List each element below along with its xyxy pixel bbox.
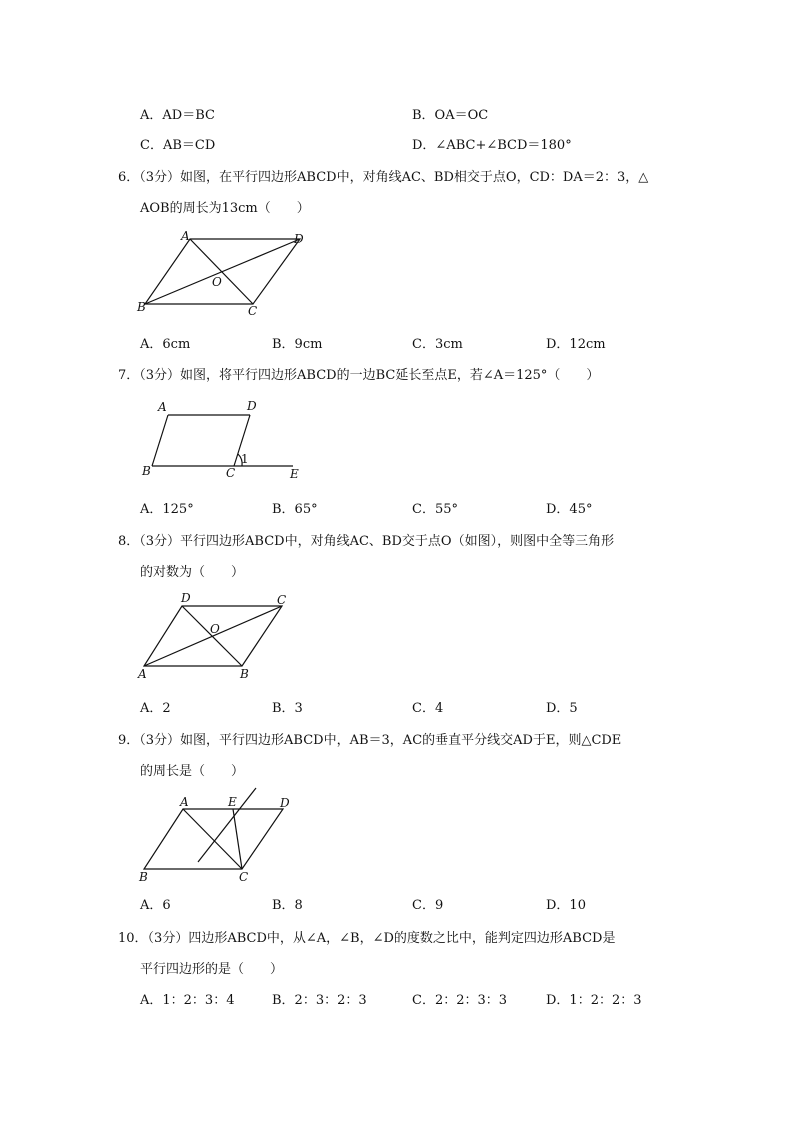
q7-label-d: D (247, 399, 257, 413)
q9-option-a: A．6 (140, 898, 171, 913)
q6-label-c: C (248, 304, 258, 318)
q10-option-b: B．2：3：2：3 (272, 993, 367, 1008)
q7-side-ba (152, 415, 168, 466)
q7-label-angle-1: 1 (241, 452, 249, 466)
q8-label-d: D (181, 591, 191, 605)
q10-option-d: D．1：2：2：3 (546, 993, 642, 1008)
q8-label-b: B (240, 667, 249, 681)
q6-stem-line1: 6．（3分）如图，在平行四边形ABCD中，对角线AC、BD相交于点O，CD：DA＝2：3，△ (118, 170, 649, 185)
q9-option-d: D．10 (546, 898, 586, 913)
q5-option-c: C．AB＝CD (140, 138, 216, 153)
q6-stem-line2: AOB的周长为13cm（ ） (140, 201, 310, 216)
q9-stem-line1: 9．（3分）如图，平行四边形ABCD中，AB＝3，AC的垂直平分线交AD于E，则△CDE (118, 733, 622, 748)
q8-option-c: C．4 (412, 701, 444, 716)
q7-figure (130, 396, 330, 490)
q8-option-b: B．3 (272, 701, 303, 716)
q6-option-d: D．12cm (546, 337, 606, 352)
q6-option-c: C．3cm (412, 337, 463, 352)
q9-option-b: B．8 (272, 898, 303, 913)
q8-diagonal-bd (182, 606, 242, 666)
q7-label-b: B (142, 464, 151, 478)
q8-option-a: A．2 (140, 701, 171, 716)
q6-label-b: B (137, 300, 146, 314)
q8-label-o: O (210, 622, 220, 636)
q6-label-a: A (181, 229, 190, 243)
q8-figure (130, 590, 330, 689)
q10-stem-line2: 平行四边形的是（ ） (140, 962, 284, 977)
q8-stem-line2: 的对数为（ ） (140, 565, 245, 580)
q9-label-a: A (180, 795, 189, 809)
q8-option-d: D．5 (546, 701, 578, 716)
q10-stem-line1: 10．（3分）四边形ABCD中，从∠A，∠B，∠D的度数之比中，能判定四边形ABCD是 (118, 931, 616, 946)
q7-stem-line1: 7．（3分）如图，将平行四边形ABCD的一边BC延长至点E，若∠A＝125°（ ） (118, 368, 600, 383)
q8-label-a: A (138, 667, 147, 681)
q9-segment-ec (233, 809, 242, 869)
q9-label-e: E (228, 795, 237, 809)
q7-option-b: B．65° (272, 502, 318, 517)
q7-label-c: C (226, 466, 236, 480)
q7-option-c: C．55° (412, 502, 458, 517)
q9-option-c: C．9 (412, 898, 444, 913)
q7-label-e: E (290, 467, 299, 481)
q9-perpendicular-bisector (198, 788, 256, 862)
q5-option-d: D．∠ABC+∠BCD＝180° (412, 138, 572, 153)
q6-option-a: A．6cm (140, 337, 191, 352)
q9-stem-line2: 的周长是（ ） (140, 764, 245, 779)
q7-option-a: A．125° (140, 502, 194, 517)
q7-label-a: A (158, 400, 167, 414)
q10-option-c: C．2：2：3：3 (412, 993, 508, 1008)
q9-label-d: D (280, 796, 290, 810)
q9-figure (130, 786, 330, 890)
q5-option-b: B．OA＝OC (412, 108, 489, 123)
q9-label-b: B (139, 870, 148, 884)
q9-label-c: C (239, 870, 249, 884)
q8-label-c: C (277, 593, 287, 607)
q8-stem-line1: 8．（3分）平行四边形ABCD中，对角线AC、BD交于点O（如图），则图中全等三角形 (118, 534, 615, 549)
q6-option-b: B．9cm (272, 337, 323, 352)
q6-label-d: D (294, 232, 304, 246)
q9-parallelogram (144, 809, 283, 869)
q5-option-a: A．AD＝BC (140, 108, 215, 123)
q7-option-d: D．45° (546, 502, 593, 517)
q10-option-a: A．1：2：3：4 (140, 993, 235, 1008)
q6-figure (130, 228, 330, 327)
q6-label-o: O (212, 275, 222, 289)
